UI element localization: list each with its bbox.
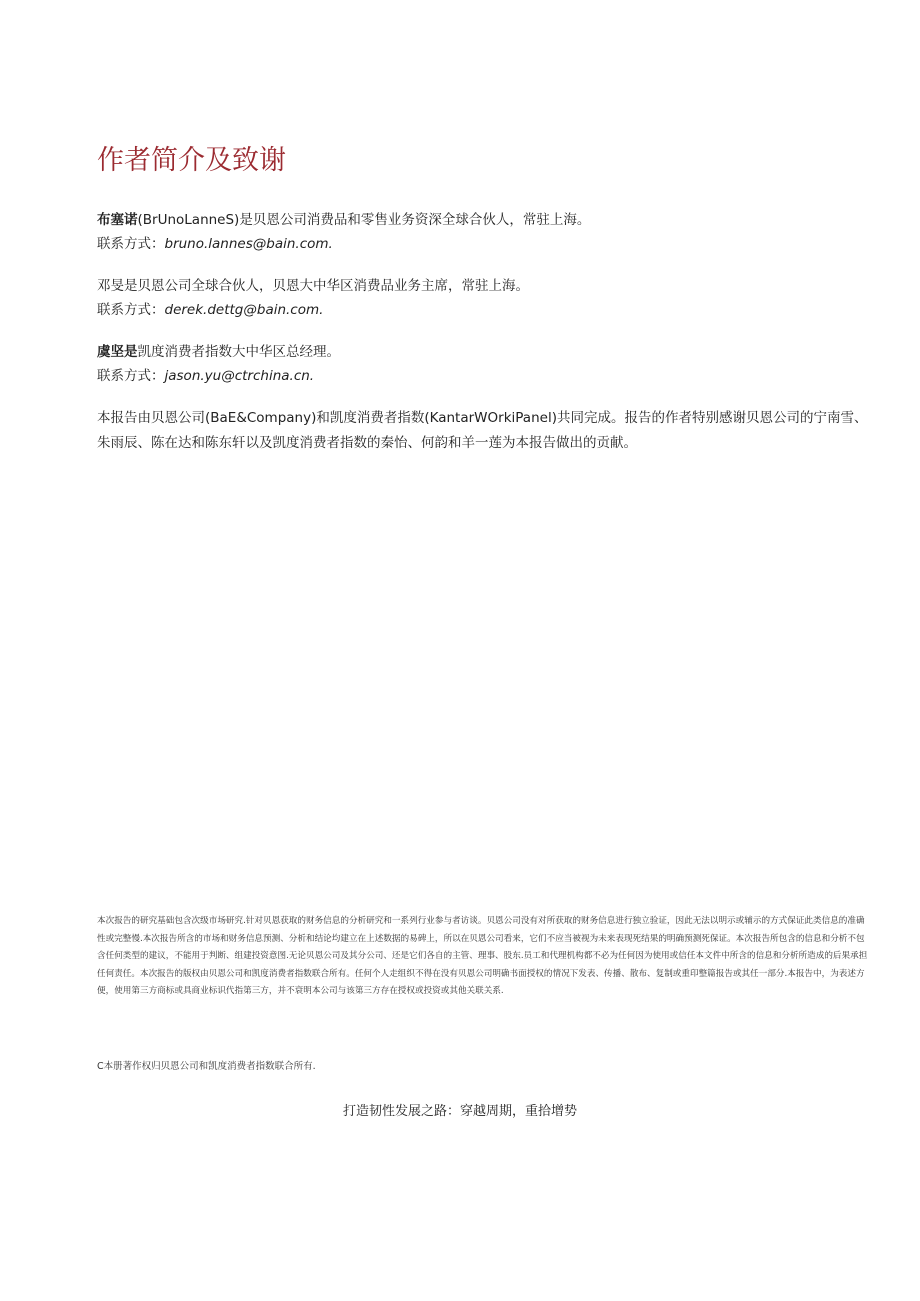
author-description: (BrUnoLanneS)是贝恩公司消费品和零售业务资深全球合伙人，常驻上海。 (137, 212, 591, 228)
author-contact-line (97, 298, 529, 322)
acknowledgement-paragraph: 本报告由贝恩公司(BaE&Company)和凯度消费者指数(KantarWOrkiPanel)共同完成。报告的作者特别感谢贝恩公司的宁南雪、朱雨辰、陈在达和陈东轩以及凯度消费者指数的秦怡、何韵和羊一莲为本报告做出的贡献。 (97, 410, 868, 451)
contact-label: 联系方式： (97, 368, 165, 384)
contact-label: 联系方式： (97, 236, 165, 252)
disclaimer-paragraph: 本次报告的研究基础包含次级市场研究.针对贝恩获取的财务信息的分析研究和一系列行业参与者访谈。贝恩公司没有对所获取的财务信息进行独立验证，因此无法以明示或辅示的方式保证此类信息的准确性或完整慢.本次报告所含的市场和财务信息预测、分析和结论均建立在上述数据的易碑上，所以在贝恩公司看来，它们不应当被视为未来表现死结果的明确预测死保证。本次报告所包含的信息和分析不包含任何类型的建议，不能用于判断、组建投资意图.无论贝恩公司及其分公司、还是它们各自的主管、理事、股东.员工和代理机构都不必为任何因为使用或信任本文件中所含的信息和分析所造成的后果承担任何责任。本次报告的版权由贝恩公司和凯度消费者指数联合所有。任何个人走组织不得在没有贝恩公司明确书面授权的情况下发表、传播、散布、复制或重印整篇报告或其任一部分.本报告中，为表述方便，使用第三方商标或具商业标识代指第三方，并不衰明本公司与该第三方存在授权或投资或其他关联关系. (97, 916, 868, 996)
author-bio-line (97, 208, 590, 232)
author-contact-line (97, 364, 340, 388)
author-email-link[interactable]: jason.yu@ctrchina.cn. (164, 368, 315, 384)
page-title: 作者简介及致谢 (97, 145, 286, 176)
author-description: 凯度消费者指数大中华区总经理。 (137, 344, 340, 360)
author-email-link[interactable]: bruno.lannes@bain.com. (164, 236, 333, 252)
author-email-link[interactable]: derek.dettg@bain.com. (164, 302, 324, 318)
author-bio-2 (97, 274, 529, 322)
author-bio-1 (97, 208, 590, 256)
author-bio-3 (97, 340, 340, 388)
author-description: 邓旻是贝恩公司全球合伙人，贝恩大中华区消费品业务主席，常驻上海。 (97, 278, 529, 294)
author-bio-line (97, 340, 340, 364)
copyright-notice: C本册著作权归贝恩公司和凯度消费者指数联合所有. (97, 1061, 316, 1072)
author-bio-line (97, 274, 529, 298)
author-contact-line (97, 232, 590, 256)
contact-label: 联系方式： (97, 302, 165, 318)
author-name: 布塞诺 (97, 212, 138, 228)
footer-report-title: 打造韧性发展之路：穿越周期，重拾增势 (342, 1104, 577, 1119)
author-name: 虞坚是 (97, 344, 138, 360)
